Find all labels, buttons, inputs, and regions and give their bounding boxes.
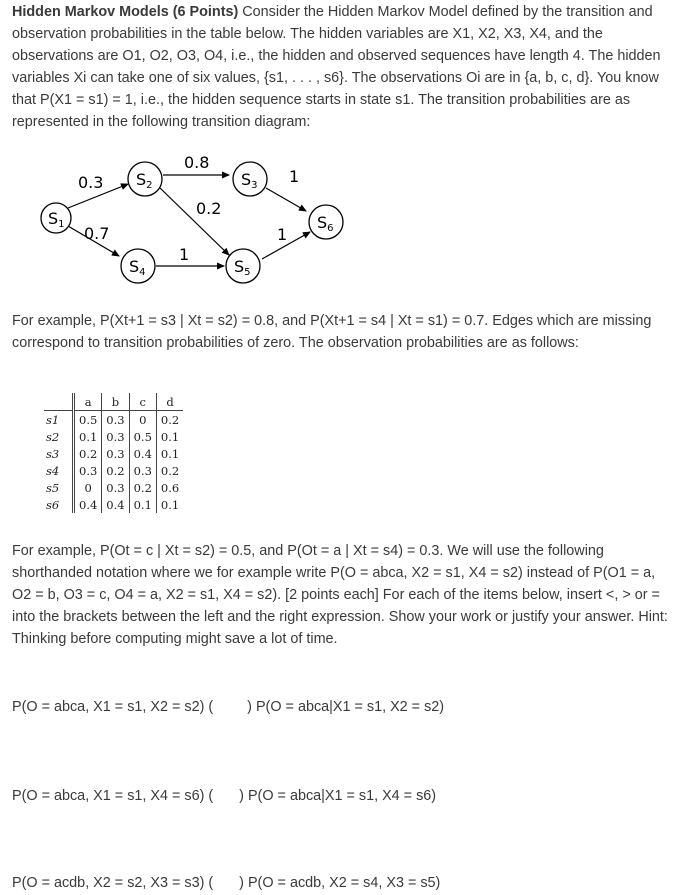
svg-text:S4: S4 [129,257,146,278]
table-cell: 0.3 [102,428,129,445]
edge-label-s4-s5: 1 [179,245,190,264]
state-s3 [233,162,267,196]
table-cell: 0.2 [74,445,102,462]
svg-text:S1: S1 [48,209,65,230]
table-row [44,428,183,445]
table-cell: 0.4 [102,496,129,513]
problem-intro [12,1,668,133]
table-cell: 0.2 [102,462,129,479]
table-cell: 0.3 [102,411,129,429]
question-1-left: P(O = abca, X1 = s1, X2 = s2) ( [12,699,214,715]
question-3 [12,872,440,894]
question-2 [12,785,436,807]
table-cell: 0.5 [129,428,156,445]
row-label: s3 [46,446,60,461]
question-2-right: ) P(O = abca|X1 = s1, X4 = s6) [239,788,437,804]
table-cell: 0.1 [156,445,183,462]
svg-text:S5: S5 [234,257,251,278]
table-row [44,496,183,513]
problem-intro-text: Consider the Hidden Markov Model defined by the transition and observation probabilities in the table below. The hidden variables are X1, X2, X3, X4, and the observations are O1, O2, O3, O4, i.e., the hidden and observed sequences have length 4. The hidden variables Xi can take one of six values, {s1, . . . , s6}. The observations Oi are in {a, b, c, d}. You know that P(X1 = s1) = 1, i.e., the hidden sequence starts in state s1. The transition probabilities are as represented in the following transition diagram: [12,4,661,130]
question-3-right: ) P(O = acdb, X2 = s4, X3 = s5) [239,875,441,891]
svg-text:S2: S2 [136,170,153,191]
table-cell: 0.5 [74,411,102,429]
transition-diagram [36,148,366,288]
row-label: s6 [46,497,60,512]
table-cell: 0.1 [74,428,102,445]
problem-title: Hidden Markov Models (6 Points) [12,4,239,20]
state-s6 [309,205,343,239]
edge-label-s5-s6: 1 [277,225,288,244]
table-header: b [102,393,129,411]
table-cell: 0.3 [74,462,102,479]
table-header: c [129,393,156,411]
state-s4 [121,249,155,283]
question-1-right: ) P(O = abca|X1 = s1, X2 = s2) [247,699,445,715]
state-s5 [226,249,260,283]
table-header: a [74,393,102,411]
row-label: s2 [46,429,60,444]
row-label: s5 [46,480,60,495]
table-cell: 0.3 [129,462,156,479]
table-cell: 0.2 [156,411,183,429]
svg-text:S6: S6 [317,213,334,234]
row-label: s4 [46,463,60,478]
svg-text:S3: S3 [241,170,258,191]
table-row [44,462,183,479]
transition-example: For example, P(Xt+1 = s3 | Xt = s2) = 0.8, and P(Xt+1 = s4 | Xt = s1) = 0.7. Edges which are missing correspond to transition probabilities of zero. The observation probabilities are as follows: [12,313,652,351]
row-label: s1 [46,412,60,427]
state-s1 [41,203,71,233]
edge-label-s1-s4: 0.7 [84,224,110,243]
table-cell: 0.6 [156,479,183,496]
state-s2 [128,162,162,196]
table-header: d [156,393,183,411]
table-cell: 0.2 [156,462,183,479]
table-corner [44,393,74,411]
table-row [44,411,183,429]
table-cell: 0.1 [129,496,156,513]
observation-example-and-instructions: For example, P(Ot = c | Xt = s2) = 0.5, and P(Ot = a | Xt = s4) = 0.3. We will use the following shorthanded notation where we for example write P(O = abca, X2 = s1, X4 = s2) instead of P(O1 = a, O2 = b, O3 = c, O4 = a, X2 = s1, X4 = s2). [2 points each] For each of the items below, insert <, > or = into the brackets between the left and the right expression. Show your work or justify your answer. Hint: Thinking before computing might save a lot of time. [12,543,668,647]
table-cell: 0 [129,411,156,429]
table-cell: 0.2 [129,479,156,496]
table-cell: 0.4 [74,496,102,513]
edge-s3-s6 [266,188,306,211]
table-cell: 0.3 [102,479,129,496]
question-2-left: P(O = abca, X1 = s1, X4 = s6) ( [12,788,214,804]
table-cell: 0 [74,479,102,496]
table-header-row [44,393,183,411]
table-cell: 0.1 [156,496,183,513]
table-cell: 0.1 [156,428,183,445]
edge-label-s3-s6: 1 [289,167,300,186]
observation-table [44,393,183,513]
question-3-left: P(O = acdb, X2 = s2, X3 = s3) ( [12,875,214,891]
table-cell: 0.4 [129,445,156,462]
table-row [44,445,183,462]
question-1 [12,696,444,718]
edge-label-s2-s3: 0.8 [184,153,210,172]
table-row [44,479,183,496]
edge-label-s2-s5: 0.2 [196,199,222,218]
edge-label-s1-s2: 0.3 [78,173,104,192]
table-cell: 0.3 [102,445,129,462]
